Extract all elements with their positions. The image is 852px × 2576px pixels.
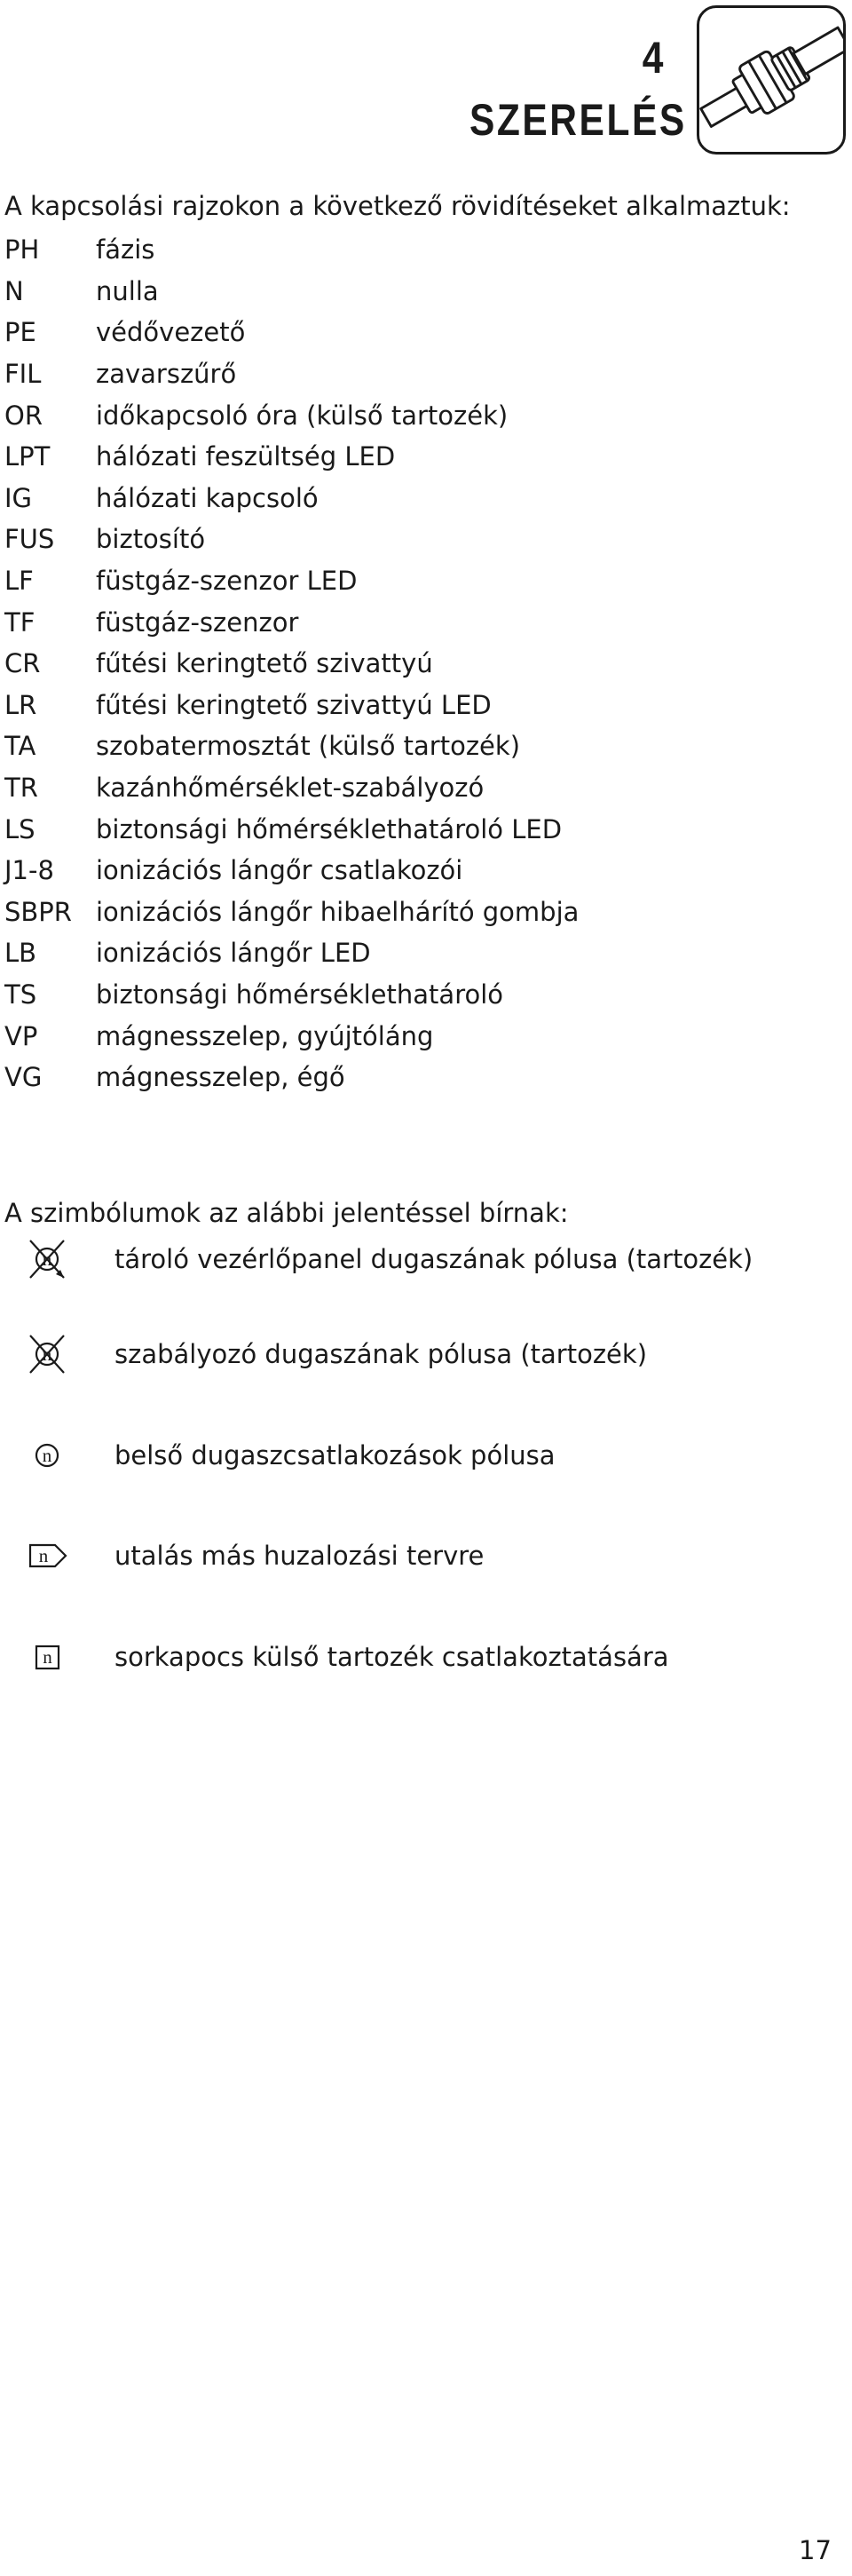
- abbreviation-list: [4, 229, 579, 1098]
- abbreviation-code: N: [4, 275, 24, 306]
- pentagon-arrow-symbol-icon: [27, 1529, 67, 1582]
- page-number: 17: [799, 2535, 832, 2565]
- symbol-row: [27, 1630, 669, 1684]
- circle-crossed-symbol-icon: [27, 1328, 67, 1381]
- abbreviation-code: TF: [4, 606, 36, 638]
- abbreviation-row: [4, 394, 579, 436]
- abbreviation-meaning: védővezető: [96, 317, 246, 348]
- abbreviation-code: FUS: [4, 524, 55, 555]
- symbol-label: szabályozó dugaszának pólusa (tartozék): [114, 1339, 648, 1369]
- abbreviation-row: [4, 892, 579, 933]
- abbreviation-code: LB: [4, 938, 37, 969]
- abbreviation-meaning: időkapcsoló óra (külső tartozék): [96, 400, 509, 431]
- square-symbol-icon: [27, 1630, 67, 1684]
- page-title: 4 SZERELÉS: [469, 33, 687, 145]
- symbol-label: utalás más huzalozási tervre: [114, 1541, 485, 1571]
- abbreviation-meaning: füstgáz-szenzor: [96, 606, 299, 638]
- abbreviations-intro: A kapcsolási rajzokon a következő rövidítéseket alkalmaztuk:: [4, 191, 791, 221]
- abbreviation-row: [4, 808, 579, 850]
- abbreviation-code: LF: [4, 566, 34, 597]
- symbol-row: [27, 1429, 556, 1482]
- abbreviation-code: VP: [4, 1020, 38, 1051]
- abbreviation-code: FIL: [4, 359, 42, 390]
- abbreviation-meaning: mágnesszelep, égő: [96, 1062, 345, 1093]
- symbols-intro: A szimbólumok az alábbi jelentéssel bírnak:: [4, 1198, 569, 1228]
- abbreviation-meaning: mágnesszelep, gyújtóláng: [96, 1020, 434, 1051]
- abbreviation-code: LS: [4, 813, 36, 844]
- abbreviation-code: LPT: [4, 441, 51, 472]
- abbreviation-meaning: biztonsági hőmérséklethatároló LED: [96, 813, 563, 844]
- symbol-row: [27, 1233, 753, 1286]
- abbreviation-row: [4, 560, 579, 602]
- circle-crossed-arrow-symbol-icon: [27, 1233, 67, 1286]
- abbreviation-meaning: biztonsági hőmérséklethatároló: [96, 979, 504, 1010]
- abbreviation-row: [4, 436, 579, 478]
- abbreviation-meaning: kazánhőmérséklet-szabályozó: [96, 773, 485, 804]
- abbreviation-row: [4, 767, 579, 809]
- symbol-row: [27, 1529, 484, 1582]
- symbol-glyph: n: [43, 1646, 52, 1668]
- symbol-row: [27, 1328, 647, 1381]
- symbol-label: belső dugaszcsatlakozások pólusa: [114, 1440, 556, 1470]
- abbreviation-meaning: ionizációs lángőr hibaelhárító gombja: [96, 896, 580, 927]
- abbreviation-code: VG: [4, 1062, 43, 1093]
- circle-symbol-icon: [27, 1429, 67, 1482]
- abbreviation-meaning: füstgáz-szenzor LED: [96, 566, 358, 597]
- abbreviation-row: [4, 1015, 579, 1057]
- abbreviation-code: IG: [4, 482, 33, 513]
- abbreviation-meaning: hálózati feszültség LED: [96, 441, 396, 472]
- abbreviation-code: CR: [4, 648, 41, 679]
- abbreviation-code: J1-8: [4, 855, 54, 886]
- abbreviation-row: [4, 974, 579, 1016]
- symbol-glyph: n: [38, 1545, 49, 1566]
- abbreviation-meaning: fűtési keringtető szivattyú: [96, 648, 433, 679]
- abbreviation-code: TA: [4, 731, 36, 762]
- abbreviation-code: OR: [4, 400, 43, 431]
- abbreviation-meaning: biztosító: [96, 524, 206, 555]
- symbol-glyph: n: [42, 1445, 52, 1466]
- abbreviation-code: PE: [4, 317, 36, 348]
- abbreviation-code: SBPR: [4, 896, 72, 927]
- pipe-fitting-icon: [697, 5, 846, 155]
- symbol-label: sorkapocs külső tartozék csatlakoztatására: [114, 1642, 669, 1672]
- abbreviation-row: [4, 271, 579, 313]
- abbreviation-meaning: fűtési keringtető szivattyú LED: [96, 689, 492, 720]
- abbreviation-code: TR: [4, 773, 38, 804]
- abbreviation-row: [4, 643, 579, 685]
- symbol-label: tároló vezérlőpanel dugaszának pólusa (tartozék): [114, 1244, 753, 1274]
- abbreviation-code: TS: [4, 979, 37, 1010]
- abbreviation-row: [4, 601, 579, 643]
- abbreviation-meaning: ionizációs lángőr csatlakozói: [96, 855, 463, 886]
- symbol-glyph: n: [42, 1343, 52, 1365]
- abbreviation-code: LR: [4, 689, 37, 720]
- abbreviation-row: [4, 850, 579, 892]
- abbreviation-row: [4, 1057, 579, 1098]
- abbreviation-meaning: zavarszűrő: [96, 359, 237, 390]
- abbreviation-meaning: szobatermosztát (külső tartozék): [96, 731, 521, 762]
- abbreviation-row: [4, 725, 579, 767]
- symbol-glyph: n: [42, 1248, 52, 1270]
- abbreviation-row: [4, 229, 579, 271]
- abbreviation-row: [4, 932, 579, 974]
- abbreviation-meaning: nulla: [96, 275, 159, 306]
- abbreviation-row: [4, 312, 579, 353]
- abbreviation-row: [4, 685, 579, 726]
- abbreviation-meaning: hálózati kapcsoló: [96, 482, 319, 513]
- abbreviation-meaning: ionizációs lángőr LED: [96, 938, 371, 969]
- abbreviation-row: [4, 478, 579, 519]
- abbreviation-row: [4, 519, 579, 560]
- abbreviation-row: [4, 353, 579, 395]
- abbreviation-meaning: fázis: [96, 234, 155, 266]
- abbreviation-code: PH: [4, 234, 40, 266]
